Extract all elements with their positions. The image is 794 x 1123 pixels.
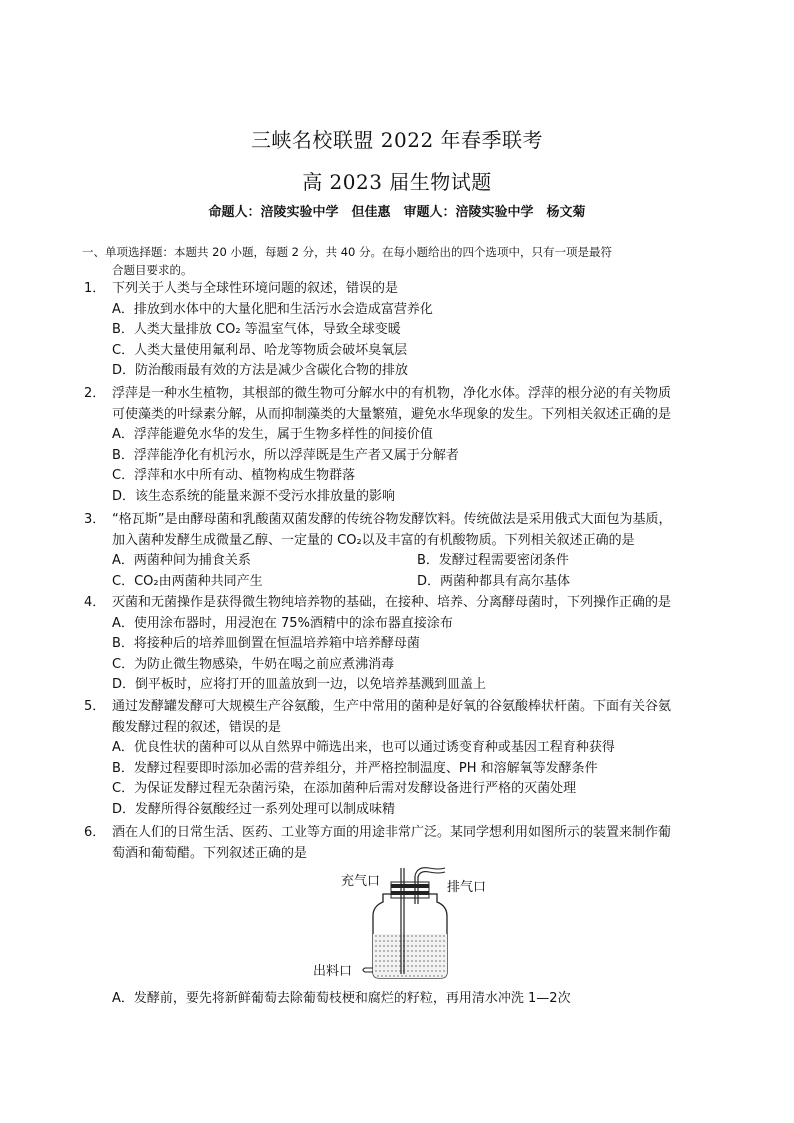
fermentation-bottle-figure <box>305 864 505 984</box>
stem-line: 酒在人们的日常生活、医药、工业等方面的用途非常广泛。某同学想利用如图所示的装置来制作葡 <box>112 825 672 840</box>
option-d: D．该生态系统的能量来源不受污水排放量的影响 <box>112 488 396 504</box>
question-3 <box>84 510 724 592</box>
stem-line: 萄酒和葡萄醋。下列叙述正确的是 <box>112 845 308 861</box>
option-b: B．发酵过程要即时添加必需的营养组分，并严格控制温度、PH 和溶解氧等发酵条件 <box>112 760 598 776</box>
option-d: D．防治酸雨最有效的方法是减少含碳化合物的排放 <box>112 363 409 378</box>
question-number: 3． <box>84 512 106 527</box>
question-stem <box>84 510 724 551</box>
stem-line: 灭菌和无菌操作是获得微生物纯培养物的基础，在接种、培养、分离酵母菌时，下列操作正确的是 <box>112 595 672 610</box>
question-stem <box>84 279 724 300</box>
question-stem <box>84 593 724 614</box>
exam-subtitle: 高 2023 届生物试题 <box>302 170 492 194</box>
stem-line: 下列关于人类与全球性环境问题的叙述，错误的是 <box>112 281 399 296</box>
stem-line: 通过发酵罐发酵可大规模生产谷氨酸，生产中常用的菌种是好氧的谷氨酸棒状杆菌。下面有关谷氨 <box>112 699 672 714</box>
option-c: C．人类大量使用氟利昂、哈龙等物质会破坏臭氧层 <box>112 342 408 358</box>
option-a: A．排放到水体中的大量化肥和生活污水会造成富营养化 <box>112 301 433 317</box>
question-stem <box>84 697 724 738</box>
question-number: 2． <box>84 386 106 401</box>
stem-line: 可使藻类的叶绿素分解，从而抑制藻类的大量繁殖，避免水华现象的发生。下列相关叙述正确的是 <box>112 406 672 422</box>
option-b: B．发酵过程需要密闭条件 <box>417 553 569 568</box>
question-stem <box>84 823 724 864</box>
inlet-label: 充气口 <box>341 874 381 889</box>
option-a: A．两菌种间为捕食关系 <box>112 553 251 568</box>
option-c: C．为防止微生物感染，牛奶在喝之前应煮沸消毒 <box>112 656 395 672</box>
exhaust-label: 排气口 <box>447 880 487 895</box>
stem-line: 浮萍是一种水生植物，其根部的微生物可分解水中的有机物，净化水体。浮萍的根分泌的有关物质 <box>112 386 672 401</box>
section-heading-line2: 合题目要求的。 <box>112 263 193 277</box>
option-b: B．人类大量排放 CO₂ 等温室气体，导致全球变暖 <box>112 322 401 337</box>
option-a: A．使用涂布器时，用浸泡在 75%酒精中的涂布器直接涂布 <box>112 615 453 631</box>
question-5 <box>84 697 724 820</box>
option-b: B．将接种后的培养皿倒置在恒温培养箱中培养酵母菌 <box>112 636 420 651</box>
section-heading-line1: 一、单项选择题：本题共 20 小题，每题 2 分，共 40 分。在每小题给出的四个选项中，只有一项是最符 <box>82 245 613 259</box>
stem-line: 加入菌种发酵生成微量乙醇、一定量的 CO₂以及丰富的有机酸物质。下列相关叙述正确的是 <box>112 532 635 548</box>
option-a: A．发酵前，要先将新鲜葡萄去除葡萄枝梗和腐烂的籽粒，再用清水冲洗 1—2次 <box>112 991 571 1006</box>
stem-line: “格瓦斯”是由酵母菌和乳酸菌双菌发酵的传统谷物发酵饮料。传统做法是采用俄式大面包为基质， <box>112 512 672 527</box>
question-number: 6． <box>84 825 106 840</box>
option-c: C．浮萍和水中所有动、植物构成生物群落 <box>112 468 356 483</box>
option-a: A．浮萍能避免水华的发生，属于生物多样性的间接价值 <box>112 427 433 442</box>
question-4 <box>84 593 724 696</box>
question-stem <box>84 384 724 425</box>
option-d: D．倒平板时，应将打开的皿盖放到一边，以免培养基溅到皿盖上 <box>112 677 487 692</box>
question-1 <box>84 279 724 382</box>
question-2 <box>84 384 724 507</box>
option-c: C．CO₂由两菌种共同产生 <box>112 573 263 589</box>
option-d: D．两菌种都具有高尔基体 <box>417 573 571 589</box>
exam-title: 三峡名校联盟 2022 年春季联考 <box>250 128 544 152</box>
question-number: 1． <box>84 281 106 296</box>
option-b: B．浮萍能净化有机污水，所以浮萍既是生产者又属于分解者 <box>112 447 459 463</box>
option-c: C．为保证发酵过程无杂菌污染，在添加菌种后需对发酵设备进行严格的灭菌处理 <box>112 781 577 796</box>
option-d: D．发酵所得谷氨酸经过一系列处理可以制成味精 <box>112 801 396 817</box>
option-a: A．优良性状的菌种可以从自然界中筛选出来，也可以通过诱变育种或基因工程育种获得 <box>112 740 615 755</box>
question-number: 4． <box>84 595 106 610</box>
option-row <box>84 572 724 593</box>
question-number: 5． <box>84 699 106 714</box>
stem-line: 酸发酵过程的叙述，错误的是 <box>112 719 282 735</box>
option-row <box>84 551 724 572</box>
question-6 <box>84 823 724 864</box>
section-heading <box>82 243 722 279</box>
exam-authors: 命题人：涪陵实验中学 但佳惠 审题人：涪陵实验中学 杨文菊 <box>208 205 586 220</box>
outlet-label: 出料口 <box>313 964 353 979</box>
